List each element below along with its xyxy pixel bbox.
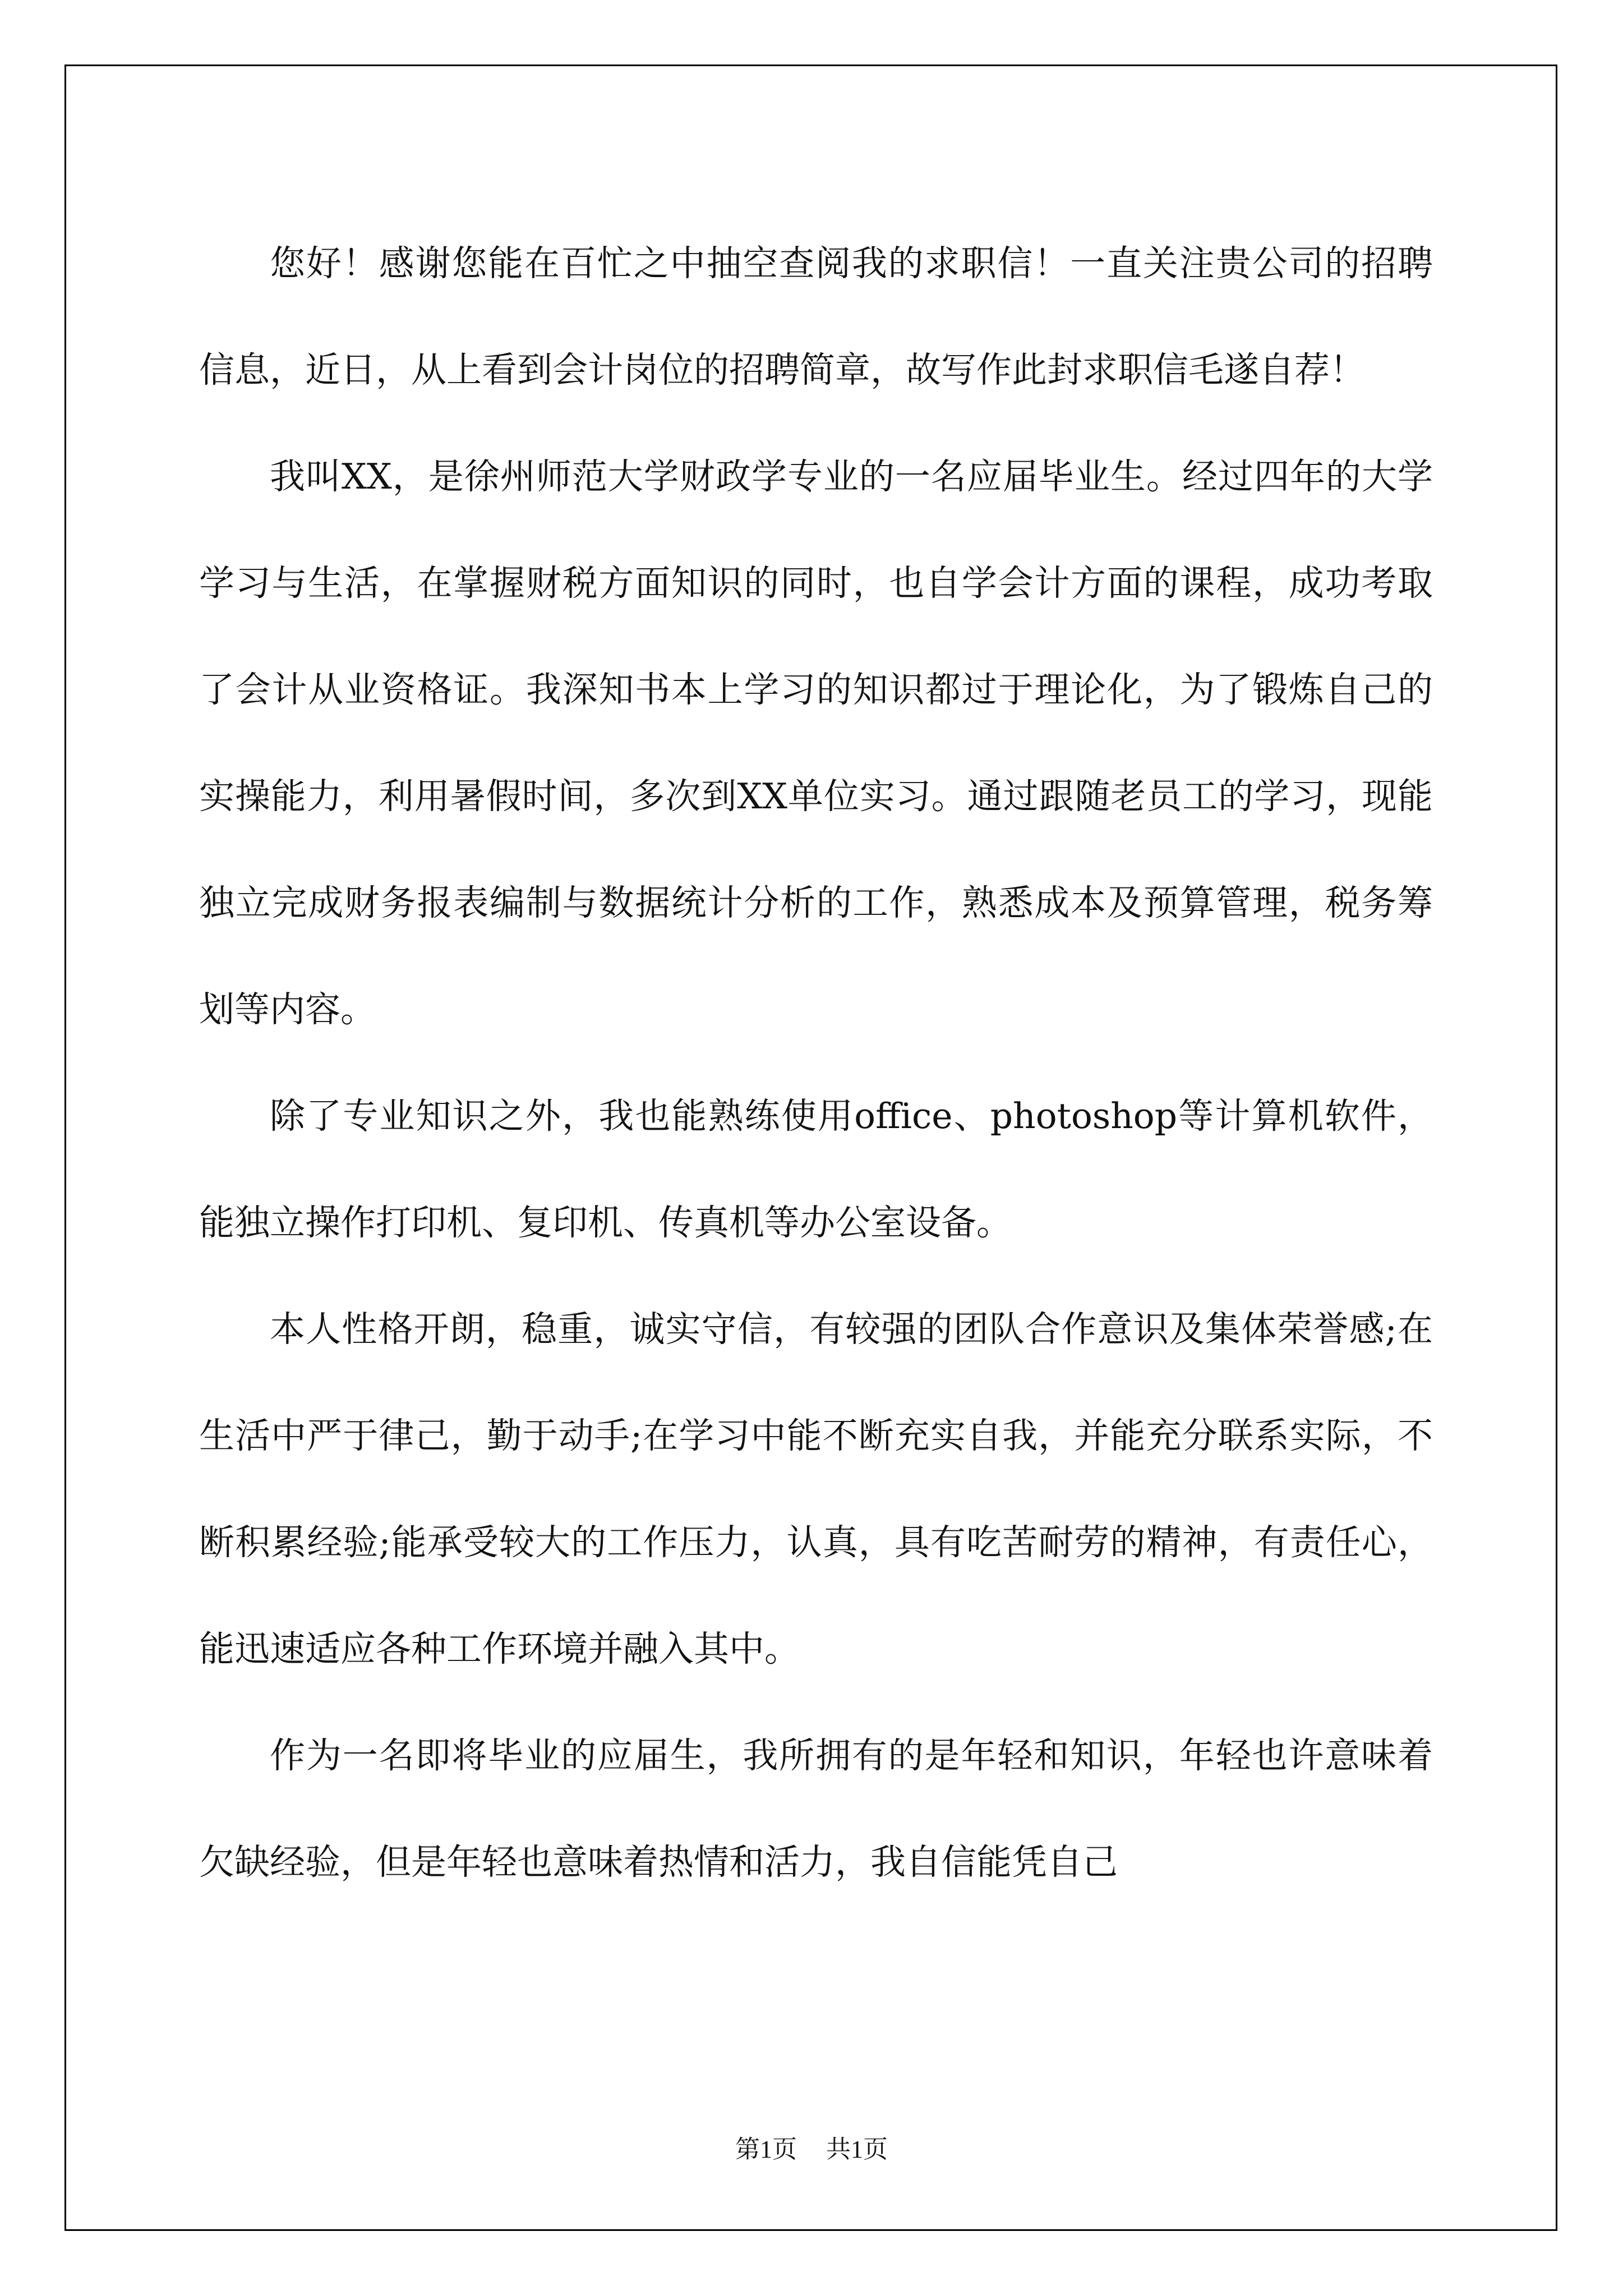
page-total: 共1页 bbox=[826, 2136, 888, 2163]
paragraph-greeting: 您好！感谢您能在百忙之中抽空查阅我的求职信！一直关注贵公司的招聘信息，近日，从上看到会计岗位的招聘简章，故写作此封求职信毛遂自荐！ bbox=[199, 243, 1433, 390]
paragraph-personality: 本人性格开朗，稳重，诚实守信，有较强的团队合作意识及集体荣誉感;在生活中严于律己，勤于动手;在学习中能不断充实自我，并能充分联系实际，不断积累经验;能承受较大的工作压力，认真，具有吃苦耐劳的精神，有责任心，能迅速适应各种工作环境并融入其中。 bbox=[199, 1309, 1433, 1669]
page-number: 第1页 bbox=[735, 2136, 797, 2163]
paragraph-introduction: 我叫XX，是徐州师范大学财政学专业的一名应届毕业生。经过四年的大学学习与生活，在掌握财税方面知识的同时，也自学会计方面的课程，成功考取了会计从业资格证。我深知书本上学习的知识都过于理论化，为了锻炼自己的实操能力，利用暑假时间，多次到XX单位实习。通过跟随老员工的学习，现能独立完成财务报表编制与数据统计分析的工作，熟悉成本及预算管理，税务筹划等内容。 bbox=[199, 456, 1433, 1030]
letter-body bbox=[199, 210, 1433, 1916]
page-footer bbox=[0, 2129, 1623, 2165]
paragraph-closing: 作为一名即将毕业的应届生，我所拥有的是年轻和知识，年轻也许意味着欠缺经验，但是年轻也意味着热情和活力，我自信能凭自己 bbox=[199, 1735, 1433, 1883]
paragraph-skills: 除了专业知识之外，我也能熟练使用office、photoshop等计算机软件，能独立操作打印机、复印机、传真机等办公室设备。 bbox=[199, 1096, 1433, 1243]
